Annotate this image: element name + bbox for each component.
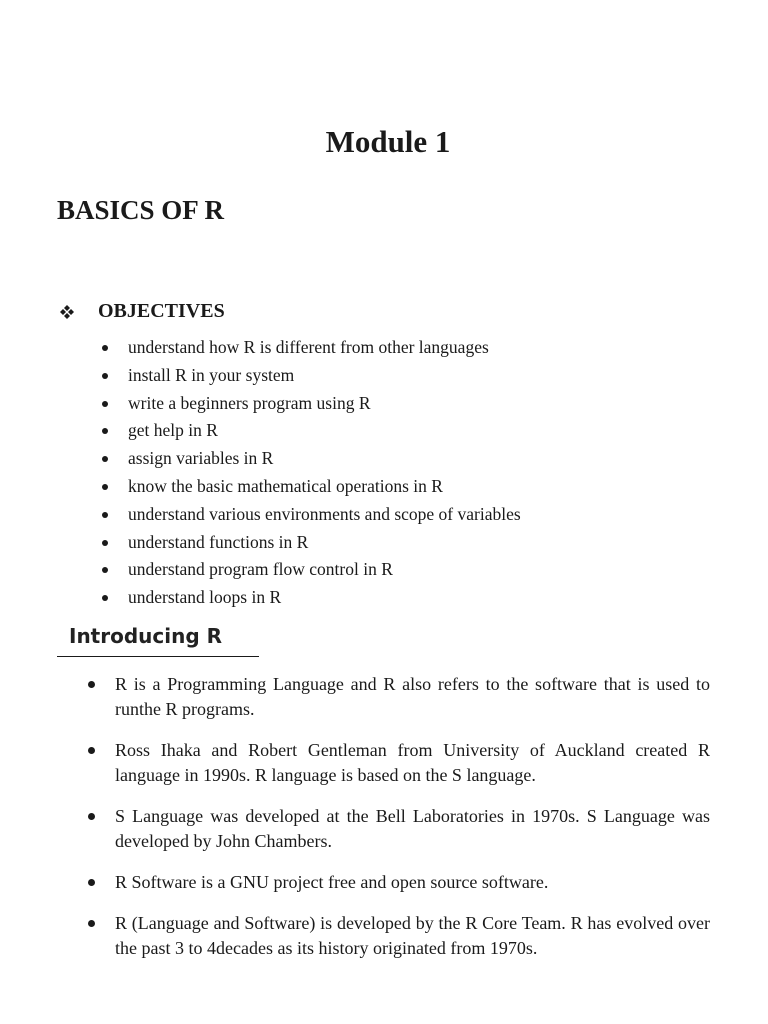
bullet-icon bbox=[102, 428, 108, 434]
bullet-icon bbox=[88, 879, 95, 886]
bullet-icon bbox=[88, 681, 95, 688]
objective-text: understand various environments and scope of variables bbox=[128, 503, 521, 524]
objective-item bbox=[98, 529, 521, 557]
bullet-icon bbox=[102, 567, 108, 573]
bullet-icon bbox=[102, 401, 108, 407]
intro-text: Ross Ihaka and Robert Gentleman from University of Auckland created R language in 1990s. R language is based on the S language. bbox=[115, 740, 710, 785]
objective-item bbox=[98, 334, 521, 362]
objective-text: understand loops in R bbox=[128, 587, 282, 608]
objective-text: write a beginners program using R bbox=[128, 392, 371, 413]
objective-text: understand how R is different from other languages bbox=[128, 337, 489, 357]
bullet-icon bbox=[88, 920, 95, 927]
objective-item bbox=[98, 390, 521, 418]
objective-item bbox=[98, 473, 521, 501]
objective-text: get help in R bbox=[128, 420, 218, 441]
objective-text: know the basic mathematical operations in R bbox=[128, 475, 443, 496]
intro-text: R Software is a GNU project free and open source software. bbox=[115, 872, 549, 892]
intro-list bbox=[84, 672, 710, 977]
objective-item bbox=[98, 501, 521, 529]
objective-text: understand functions in R bbox=[128, 531, 309, 552]
bullet-icon bbox=[102, 345, 108, 351]
intro-item bbox=[84, 870, 710, 895]
module-title: Module 1 bbox=[325, 124, 451, 159]
bullet-icon bbox=[88, 747, 95, 754]
objective-text: assign variables in R bbox=[128, 448, 274, 469]
intro-item bbox=[84, 804, 710, 854]
bullet-icon bbox=[102, 456, 108, 462]
objective-item bbox=[98, 584, 521, 612]
diamond-bullet-icon bbox=[58, 303, 76, 321]
objectives-list bbox=[98, 334, 521, 612]
intro-text: R is a Programming Language and R also refers to the software that is used to runthe R programs. bbox=[115, 674, 710, 719]
section-heading bbox=[57, 622, 259, 657]
objective-item bbox=[98, 556, 521, 584]
intro-text: R (Language and Software) is developed by the R Core Team. R has evolved over the past 3 to 4decades as its history originated from 1970s. bbox=[115, 913, 710, 958]
chapter-title: BASICS OF R bbox=[57, 195, 225, 225]
objective-text: install R in your system bbox=[128, 364, 295, 385]
intro-text: S Language was developed at the Bell Laboratories in 1970s. S Language was developed by John Chambers. bbox=[115, 806, 710, 851]
bullet-icon bbox=[102, 484, 108, 490]
intro-item bbox=[84, 738, 710, 788]
objective-item bbox=[98, 417, 521, 445]
objectives-heading-label: OBJECTIVES bbox=[98, 300, 225, 322]
bullet-icon bbox=[102, 595, 108, 601]
bullet-icon bbox=[88, 813, 95, 820]
bullet-icon bbox=[102, 373, 108, 379]
intro-item bbox=[84, 672, 710, 722]
bullet-icon bbox=[102, 512, 108, 518]
section-heading-label: Introducing R bbox=[69, 624, 223, 648]
objective-text: understand program flow control in R bbox=[128, 559, 393, 580]
objective-item bbox=[98, 445, 521, 473]
bullet-icon bbox=[102, 540, 108, 546]
intro-item bbox=[84, 911, 710, 961]
objectives-heading bbox=[58, 300, 225, 323]
objective-item bbox=[98, 362, 521, 390]
